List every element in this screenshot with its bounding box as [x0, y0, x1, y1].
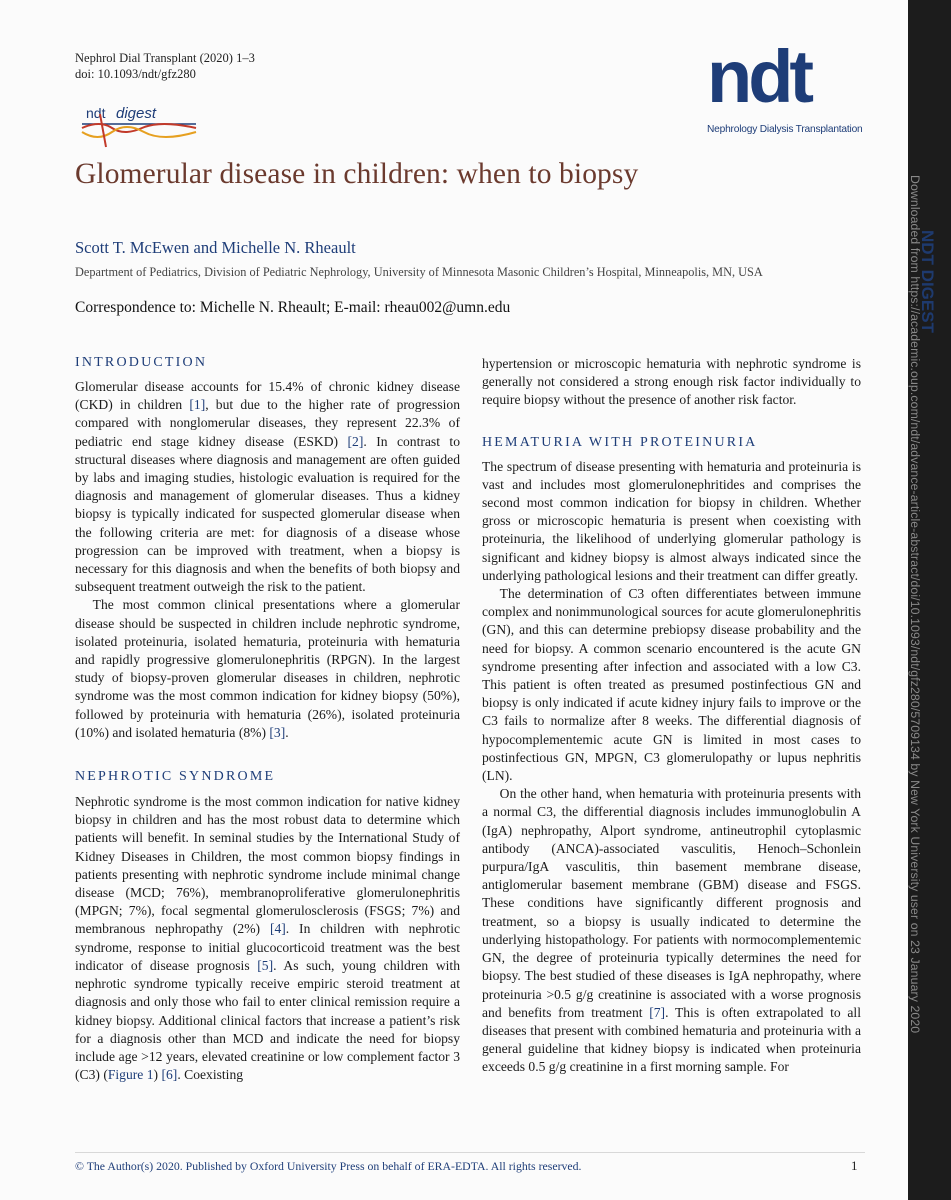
- ndt-digest-logo: [80, 102, 200, 152]
- right-column: [482, 355, 861, 1077]
- intro-heading: INTRODUCTION: [75, 355, 208, 370]
- article-authors: Scott T. McEwen and Michelle N. Rheault: [75, 238, 356, 257]
- digest-logo-digest: digest: [116, 105, 157, 122]
- nephrotic-continuation: hypertension or microscopic hematuria with nephrotic syndrome is generally not considered a strong enough risk factor individually to require biopsy without the presence of another risk factor.: [482, 356, 861, 408]
- doi-line[interactable]: doi: 10.1093/ndt/gfz280: [75, 67, 196, 81]
- intro-paragraph-2: The most common clinical presentations where a glomerular disease should be suspected in children include nephrotic syndrome, isolated proteinuria, isolated hematuria, proteinuria with hematuria and rapidly progressive glomerulonephritis (RPGN). In the largest study of biopsy-proven glomerular diseases in children, nephrotic syndrome was the most common indication for kidney biopsy (50%), followed by proteinuria with hematuria (26%), isolated proteinuria (10%) and isolated hematuria (8%) [3].: [75, 597, 460, 740]
- ndt-brand-logo: [705, 35, 865, 140]
- ndt-logo-mark: ndt: [707, 35, 811, 118]
- hematuria-heading: HEMATURIA WITH PROTEINURIA: [482, 434, 758, 450]
- article-affiliation: Department of Pediatrics, Division of Pediatric Nephrology, University of Minnesota Masonic Children’s Hospital, Minneapolis, MN, USA: [75, 265, 763, 279]
- correspondence: Correspondence to: Michelle N. Rheault; E-mail: rheau002@umn.edu: [75, 299, 511, 316]
- ref-4-link[interactable]: [4]: [269, 921, 286, 937]
- journal-citation: [75, 50, 255, 82]
- digest-logo-ndt: ndt: [86, 105, 106, 121]
- intro-paragraph-1: Glomerular disease accounts for 15.4% of chronic kidney disease (CKD) in children [1], but due to the higher rate of progression compared with nonglomerular diseases, they represent 22.3% of pediatric end stage kidney disease (ESKD) [2]. In contrast to structural diseases where diagnosis and management are often guided by labs and imaging studies, histologic evaluation is required for the diagnosis and management of glomerular diseases. Thus a kidney biopsy is typically indicated for suspected glomerular disease when the following criteria are met: for diagnosis of a disease whose progression can be improved with treatment, when a biopsy is necessary for this diagnosis and when the benefits of both biopsy and subsequent treatment outweigh the risk to the patient.: [75, 379, 460, 595]
- ndt-logo-subtitle: Nephrology Dialysis Transplantation: [707, 124, 863, 135]
- nephrotic-paragraph: Nephrotic syndrome is the most common indication for native kidney biopsy in children and has the most robust data to determine which patients will benefit. In seminal studies by the International Study of Kidney Diseases in Children, the most common biopsy findings in patients presenting with nephrotic syndrome include minimal change disease (MCD; 76%), membranoproliferative glomerulonephritis (MPGN; 7%), focal segmental glomerulosclerosis (FSGS; 7%) and membranous nephropathy (2%) [4]. In children with nephrotic syndrome, response to initial glucocorticoid treatment was the best indicator of disease prognosis [5]. As such, young children with nephrotic syndrome typically receive empiric steroid treatment at diagnosis and only those who fail to enter clinical remission require a kidney biopsy. Additional clinical factors that increase a patient’s risk for a diagnosis other than MCD and indicate the need for biopsy include age >12 years, elevated creatinine or low complement factor 3 (C3) (Figure 1) [6]. Coexisting: [75, 794, 461, 1083]
- article-title: Glomerular disease in children: when to biopsy: [75, 158, 639, 190]
- hematuria-paragraph-2: The determination of C3 often differentiates between immune complex and nonimmunological sources for acute glomerulonephritis (GN), and this can determine prebiopsy disease probability and the need for biopsy. A common scenario encountered is the acute GN syndrome presenting after infection and associated with a low C3. This patient is often treated as presumed postinfectious GN and biopsy is only indicated if acute kidney injury fails to improve or the C3 fails to normalize after 8 weeks. The differential diagnosis of hypocomplementemic acute GN is limited in most cases to postinfectious GN, MPGN, C3 glomerulopathy or lupus nephritis (LN).: [482, 586, 861, 784]
- ref-6-link[interactable]: [6]: [161, 1067, 178, 1083]
- nephrotic-heading: NEPHROTIC SYNDROME: [75, 769, 276, 785]
- ref-7-link[interactable]: [7]: [649, 1004, 666, 1020]
- ref-5-link[interactable]: [5]: [257, 957, 274, 973]
- citation-line: Nephrol Dial Transplant (2020) 1–3: [75, 51, 255, 65]
- figure-1-link[interactable]: Figure 1: [107, 1067, 154, 1083]
- ref-3-link[interactable]: [3]: [269, 724, 286, 740]
- left-column: [75, 354, 460, 1084]
- footer-divider: [75, 1152, 865, 1153]
- download-notice[interactable]: Downloaded from https://academic.oup.com/ndt/advance-article-abstract/doi/10.1093/ndt/gfz280/5709134 by New York University user on 23 January 2020: [908, 175, 922, 1034]
- page-number: 1: [851, 1158, 858, 1173]
- copyright-notice: © The Author(s) 2020. Published by Oxford University Press on behalf of ERA-EDTA. All rights reserved.: [75, 1159, 582, 1173]
- ndt-digest-section-label: NDT DIGEST: [918, 230, 937, 333]
- hematuria-paragraph-3: On the other hand, when hematuria with proteinuria presents with a normal C3, the differential diagnosis includes immunoglobulin A (IgA) nephropathy, Alport syndrome, antineutrophil cytoplasmic antibody (ANCA)-associated vasculitis, Henoch–Schonlein purpura/IgA vasculitis, thin basement membrane disease, antiglomerular basement membrane (GBM) disease and FSGS. These conditions have significantly different prognosis and treatment, so a biopsy is usually indicated to determine the underlying histopathology. For patients with normocomplementemic GN, the degree of proteinuria typically determines the need for biopsy. The best studied of these diseases is IgA nephropathy, where proteinuria >0.5 g/g creatinine is associated with a worse prognosis and benefits from treatment [7]. This is often extrapolated to all diseases that present with combined hematuria and proteinuria with a general guideline that kidney biopsy is indicated when proteinuria exceeds 0.5 g/g creatinine in a first morning sample. For: [482, 786, 861, 1075]
- hematuria-paragraph-1: The spectrum of disease presenting with hematuria and proteinuria is vast and includes most glomerulonephritides and comprises the second most common indication for biopsy in children. Whether gross or microscopic hematuria is present when coexisting with proteinuria, the likelihood of underlying glomerular pathology is significant and kidney biopsy is almost always indicated since the underlying pathological lesions and their treatment can differ greatly.: [482, 458, 861, 583]
- ref-2-link[interactable]: [2]: [347, 433, 364, 449]
- ref-1-link[interactable]: [1]: [189, 397, 206, 413]
